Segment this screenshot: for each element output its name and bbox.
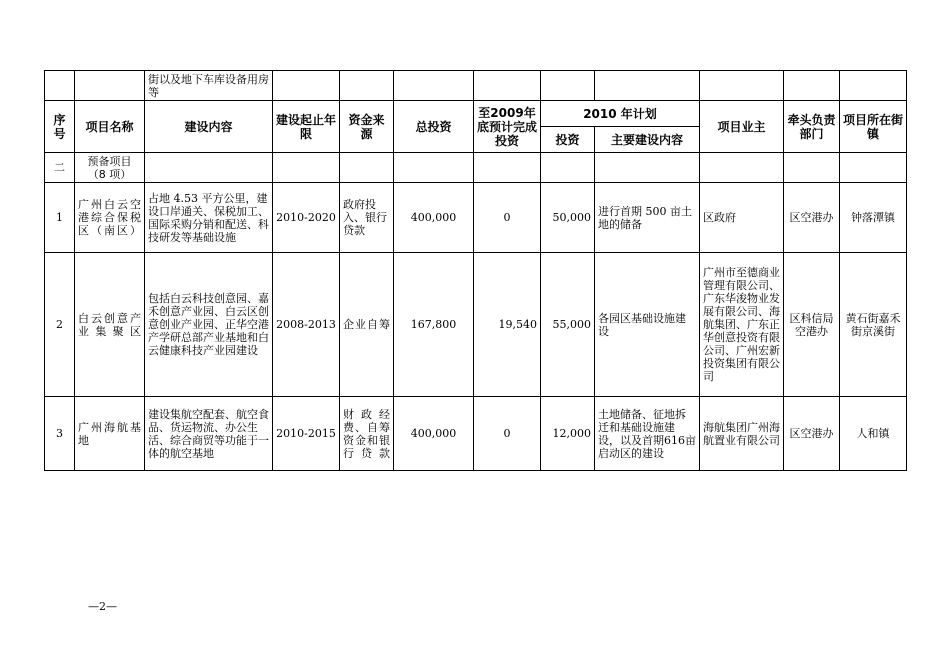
cell-empty — [474, 153, 541, 183]
row-name: 广州海航基地 — [75, 397, 145, 471]
row-owner: 广州市至德商业管理有限公司、广东华浚物业发展有限公司、海航集团、广东正华创意投资有限公司、广州宏新投资集团有限公司 — [700, 253, 784, 397]
row-period: 2008-2013 — [273, 253, 340, 397]
row-seq: 3 — [45, 397, 75, 471]
row-dept: 区科信局空港办 — [784, 253, 840, 397]
cell-empty — [700, 71, 784, 101]
cell-empty — [595, 153, 700, 183]
cell-empty — [340, 153, 394, 183]
row-invest2010: 55,000 — [541, 253, 595, 397]
row-plan-content: 土地储备、征地拆迁和基础设施建设，以及首期616亩启动区的建设 — [595, 397, 700, 471]
cell-empty — [145, 153, 273, 183]
header-owner: 项目业主 — [700, 101, 784, 153]
cell-empty — [784, 71, 840, 101]
cell-empty — [700, 153, 784, 183]
cell-empty — [75, 71, 145, 101]
cell-empty — [273, 153, 340, 183]
cell-empty — [45, 71, 75, 101]
row-owner: 海航集团广州海航置业有限公司 — [700, 397, 784, 471]
cell-empty — [394, 71, 474, 101]
continuation-row — [45, 71, 907, 101]
project-table — [44, 70, 907, 471]
row-town: 钟落潭镇 — [840, 183, 907, 253]
row-period: 2010-2015 — [273, 397, 340, 471]
row-name: 广州白云空港综合保税区（南区） — [75, 183, 145, 253]
cell-empty — [394, 153, 474, 183]
cell-empty — [541, 153, 595, 183]
row-done2009: 19,540 — [474, 253, 541, 397]
row-dept: 区空港办 — [784, 183, 840, 253]
header-name: 项目名称 — [75, 101, 145, 153]
row-town: 黄石街嘉禾街京溪街 — [840, 253, 907, 397]
cell-empty — [784, 153, 840, 183]
row-total: 167,800 — [394, 253, 474, 397]
header-plan-content: 主要建设内容 — [595, 127, 700, 153]
row-seq: 2 — [45, 253, 75, 397]
table-row — [45, 183, 907, 253]
header-invest: 投资 — [541, 127, 595, 153]
row-total: 400,000 — [394, 397, 474, 471]
row-content: 包括白云科技创意园、嘉禾创意产业园、白云区创意创业产业园、正华空港产学研总部产业基地和白云健康科技产业园建设 — [145, 253, 273, 397]
row-total: 400,000 — [394, 183, 474, 253]
table-row — [45, 397, 907, 471]
row-name: 白云创意产业集聚区 — [75, 253, 145, 397]
header-row-1 — [45, 101, 907, 127]
row-invest2010: 50,000 — [541, 183, 595, 253]
row-fund: 企业自筹 — [340, 253, 394, 397]
row-done2009: 0 — [474, 397, 541, 471]
cell-empty — [840, 71, 907, 101]
row-fund: 财政经费、自筹资金和银行贷款 — [340, 397, 394, 471]
header-content: 建设内容 — [145, 101, 273, 153]
cell-empty — [474, 71, 541, 101]
header-dept: 牵头负责部门 — [784, 101, 840, 153]
cell-empty — [273, 71, 340, 101]
table-row — [45, 253, 907, 397]
cell-empty — [840, 153, 907, 183]
header-town: 项目所在街镇 — [840, 101, 907, 153]
row-content: 建设集航空配套、航空食品、货运物流、办公生活、综合商贸等功能于一体的航空基地 — [145, 397, 273, 471]
header-seq: 序号 — [45, 101, 75, 153]
row-invest2010: 12,000 — [541, 397, 595, 471]
section-count: （8 项） — [87, 167, 132, 181]
row-town: 人和镇 — [840, 397, 907, 471]
row-period: 2010-2020 — [273, 183, 340, 253]
row-seq: 1 — [45, 183, 75, 253]
cell-empty — [541, 71, 595, 101]
header-plan2010: 2010 年计划 — [541, 101, 700, 127]
header-total: 总投资 — [394, 101, 474, 153]
continuation-content: 街以及地下车库设备用房等 — [145, 71, 273, 101]
cell-empty — [340, 71, 394, 101]
section-row — [45, 153, 907, 183]
page-number: —2— — [88, 600, 117, 613]
header-done2009: 至2009年底预计完成投资 — [474, 101, 541, 153]
header-fund: 资金来源 — [340, 101, 394, 153]
header-period: 建设起止年限 — [273, 101, 340, 153]
row-done2009: 0 — [474, 183, 541, 253]
row-plan-content: 各园区基础设施建设 — [595, 253, 700, 397]
cell-empty — [595, 71, 700, 101]
section-title — [75, 153, 145, 183]
row-plan-content: 进行首期 500 亩土地的储备 — [595, 183, 700, 253]
row-fund: 政府投入、银行贷款 — [340, 183, 394, 253]
row-content: 占地 4.53 平方公里，建设口岸通关、保税加工、国际采购分销和配送、科技研发等基础设施 — [145, 183, 273, 253]
row-owner: 区政府 — [700, 183, 784, 253]
section-number: 二 — [45, 153, 75, 183]
row-dept: 区空港办 — [784, 397, 840, 471]
section-title-text: 预备项目 — [87, 154, 132, 168]
